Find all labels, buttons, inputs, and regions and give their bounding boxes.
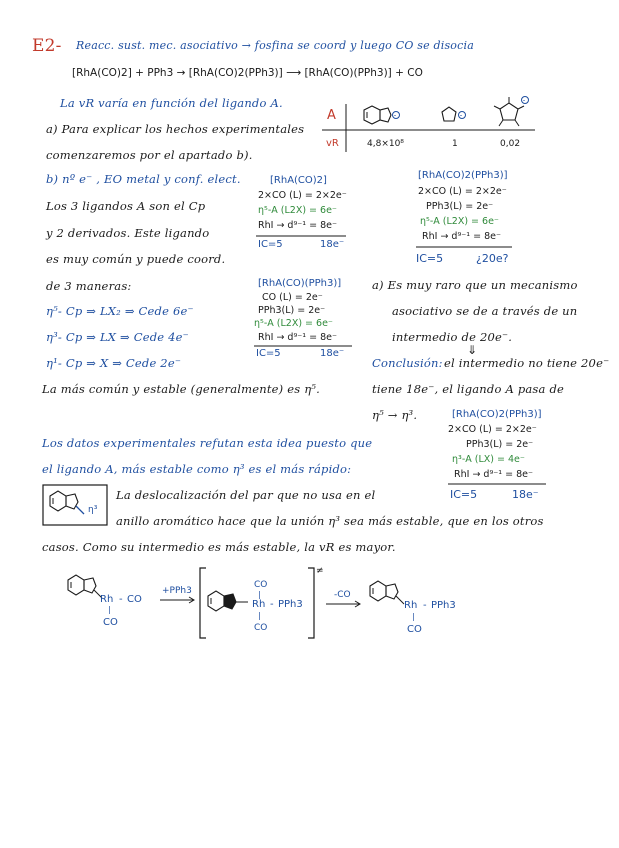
- table-row-label-a: A: [327, 108, 336, 123]
- box3-line1: 2×CO (L) = 2×2e⁻: [418, 186, 507, 197]
- eta5-mode: η⁵- Cp ⇒ LX₂ ⇒ Cede 6e⁻: [46, 304, 194, 318]
- box2-total: 18e⁻: [320, 348, 345, 359]
- deloc-line3: casos. Como su intermedio es más estable, la vR es mayor.: [42, 540, 396, 554]
- eta3-label: η³: [88, 505, 98, 515]
- product-rh: Rh: [404, 600, 418, 611]
- box1-title: [RhA(CO)2]: [270, 175, 327, 186]
- svg-text:-: -: [522, 96, 526, 105]
- deloc-line1: La deslocalización del par que no usa en el: [116, 488, 376, 502]
- part-b-line3: es muy común y puede coord.: [46, 252, 226, 266]
- reactant-co-down: CO: [103, 617, 118, 628]
- box1-line1: 2×CO (L) = 2×2e⁻: [258, 190, 347, 201]
- box3-line4: RhI → d⁹⁻¹ = 8e⁻: [422, 231, 501, 242]
- conclusion-label: Conclusión:: [372, 356, 443, 370]
- table-value-indenyl: 4,8×10⁸: [367, 139, 404, 149]
- conclusion-line2: tiene 18e⁻, el ligando A pasa de: [372, 382, 565, 396]
- box4-line3: η³-A (LX) = 4e⁻: [452, 454, 525, 465]
- eta1-mode: η¹- Cp ⇒ X ⇒ Cede 2e⁻: [46, 356, 182, 370]
- ts-bond-down: |: [258, 611, 261, 620]
- note-a-line3: intermedio de 20e⁻.: [392, 330, 513, 344]
- reaction-equation: [RhA(CO)2] + PPh3 → [RhA(CO)2(PPh3)] ⟶ [RhA(CO)(PPh3)] + CO: [72, 67, 423, 79]
- conclusion-line1: el intermedio no tiene 20e⁻: [444, 356, 610, 370]
- data-note-line2: el ligando A, más estable como η³ es el más rápido:: [42, 462, 352, 476]
- box3-line3: η⁵-A (L2X) = 6e⁻: [420, 216, 499, 227]
- reactant-co-right: CO: [127, 594, 142, 605]
- box3-title: [RhA(CO)2(PPh3)]: [418, 170, 508, 181]
- exercise-label: E2-: [32, 36, 62, 56]
- part-b-line1: Los 3 ligandos A son el Cp: [46, 199, 206, 213]
- product-bond: |: [412, 612, 415, 621]
- reactant-rh: Rh: [100, 594, 114, 605]
- box1-line2: η⁵-A (L2X) = 6e⁻: [258, 205, 337, 216]
- box1-line3: RhI → d⁹⁻¹ = 8e⁻: [258, 220, 337, 231]
- eta3-mode: η³- Cp ⇒ LX ⇒ Cede 4e⁻: [46, 330, 189, 344]
- part-a-line1: a) Para explicar los hechos experimentales: [46, 122, 305, 136]
- box2-ic: IC=5: [256, 348, 281, 359]
- ts-co-down: CO: [254, 623, 268, 633]
- box4-title: [RhA(CO)2(PPh3)]: [452, 409, 542, 420]
- product-pph3: PPh3: [431, 600, 456, 611]
- product-dash: -: [423, 600, 427, 611]
- box3-total: ¿20e?: [476, 252, 509, 265]
- box4-line4: RhI → d⁹⁻¹ = 8e⁻: [454, 469, 533, 480]
- loss-label: -CO: [334, 590, 351, 600]
- part-a-line2: comenzaremos por el apartado b).: [46, 148, 253, 162]
- box2-line2: PPh3(L) = 2e⁻: [258, 305, 326, 316]
- ts-bond-up: |: [258, 590, 261, 599]
- svg-text:-: -: [459, 111, 463, 120]
- ts-dash: -: [270, 599, 274, 610]
- reagent-label: +PPh3: [162, 586, 192, 596]
- box4-line1: 2×CO (L) = 2×2e⁻: [448, 424, 537, 435]
- down-arrow: ⇓: [467, 343, 478, 357]
- box3-line2: PPh3(L) = 2e⁻: [426, 201, 494, 212]
- box2-line1: CO (L) = 2e⁻: [262, 292, 323, 303]
- product-co-down: CO: [407, 624, 422, 635]
- reactant-dash: -: [119, 594, 123, 605]
- box2-line3: η⁵-A (L2X) = 6e⁻: [254, 318, 333, 329]
- box1-ic: IC=5: [258, 239, 283, 250]
- deloc-line2: anillo aromático hace que la unión η³ sea más estable, que en los otros: [116, 514, 544, 528]
- table-value-cp: 1: [452, 139, 458, 149]
- header-title: Reacc. sust. mec. asociativo → fosfina se coord y luego CO se disocia: [76, 39, 474, 52]
- box3-ic: IC=5: [416, 252, 444, 265]
- note-a-line1: a) Es muy raro que un mecanismo: [372, 278, 578, 292]
- part-b-line4: de 3 maneras:: [46, 279, 132, 293]
- table-row-label-vr: vR: [326, 138, 339, 149]
- part-b-heading: b) nº e⁻ , EO metal y conf. elect.: [46, 172, 241, 186]
- box2-line4: RhI → d⁹⁻¹ = 8e⁻: [258, 332, 337, 343]
- part-b-conclusion: La más común y estable (generalmente) es η⁵.: [42, 382, 320, 396]
- box1-total: 18e⁻: [320, 239, 345, 250]
- box4-ic: IC=5: [450, 488, 478, 501]
- reactant-bond: |: [108, 605, 111, 614]
- ts-pph3: PPh3: [278, 599, 303, 610]
- box2-title: [RhA(CO)(PPh3)]: [258, 278, 342, 289]
- svg-text:-: -: [393, 111, 397, 120]
- part-b-line2: y 2 derivados. Este ligando: [46, 226, 210, 240]
- conclusion-line3: η⁵ → η³.: [372, 408, 418, 422]
- ts-rh: Rh: [252, 599, 266, 610]
- data-note-line1: Los datos experimentales refutan esta idea puesto que: [42, 436, 373, 450]
- box4-line2: PPh3(L) = 2e⁻: [466, 439, 534, 450]
- table-value-cpstar: 0,02: [500, 139, 521, 149]
- intro-text: La vR varía en función del ligando A.: [60, 96, 283, 110]
- ts-co-up: CO: [254, 580, 268, 590]
- box4-total: 18e⁻: [512, 488, 539, 501]
- ts-symbol: ≠: [316, 566, 324, 576]
- note-a-line2: asociativo se de a través de un: [392, 304, 578, 318]
